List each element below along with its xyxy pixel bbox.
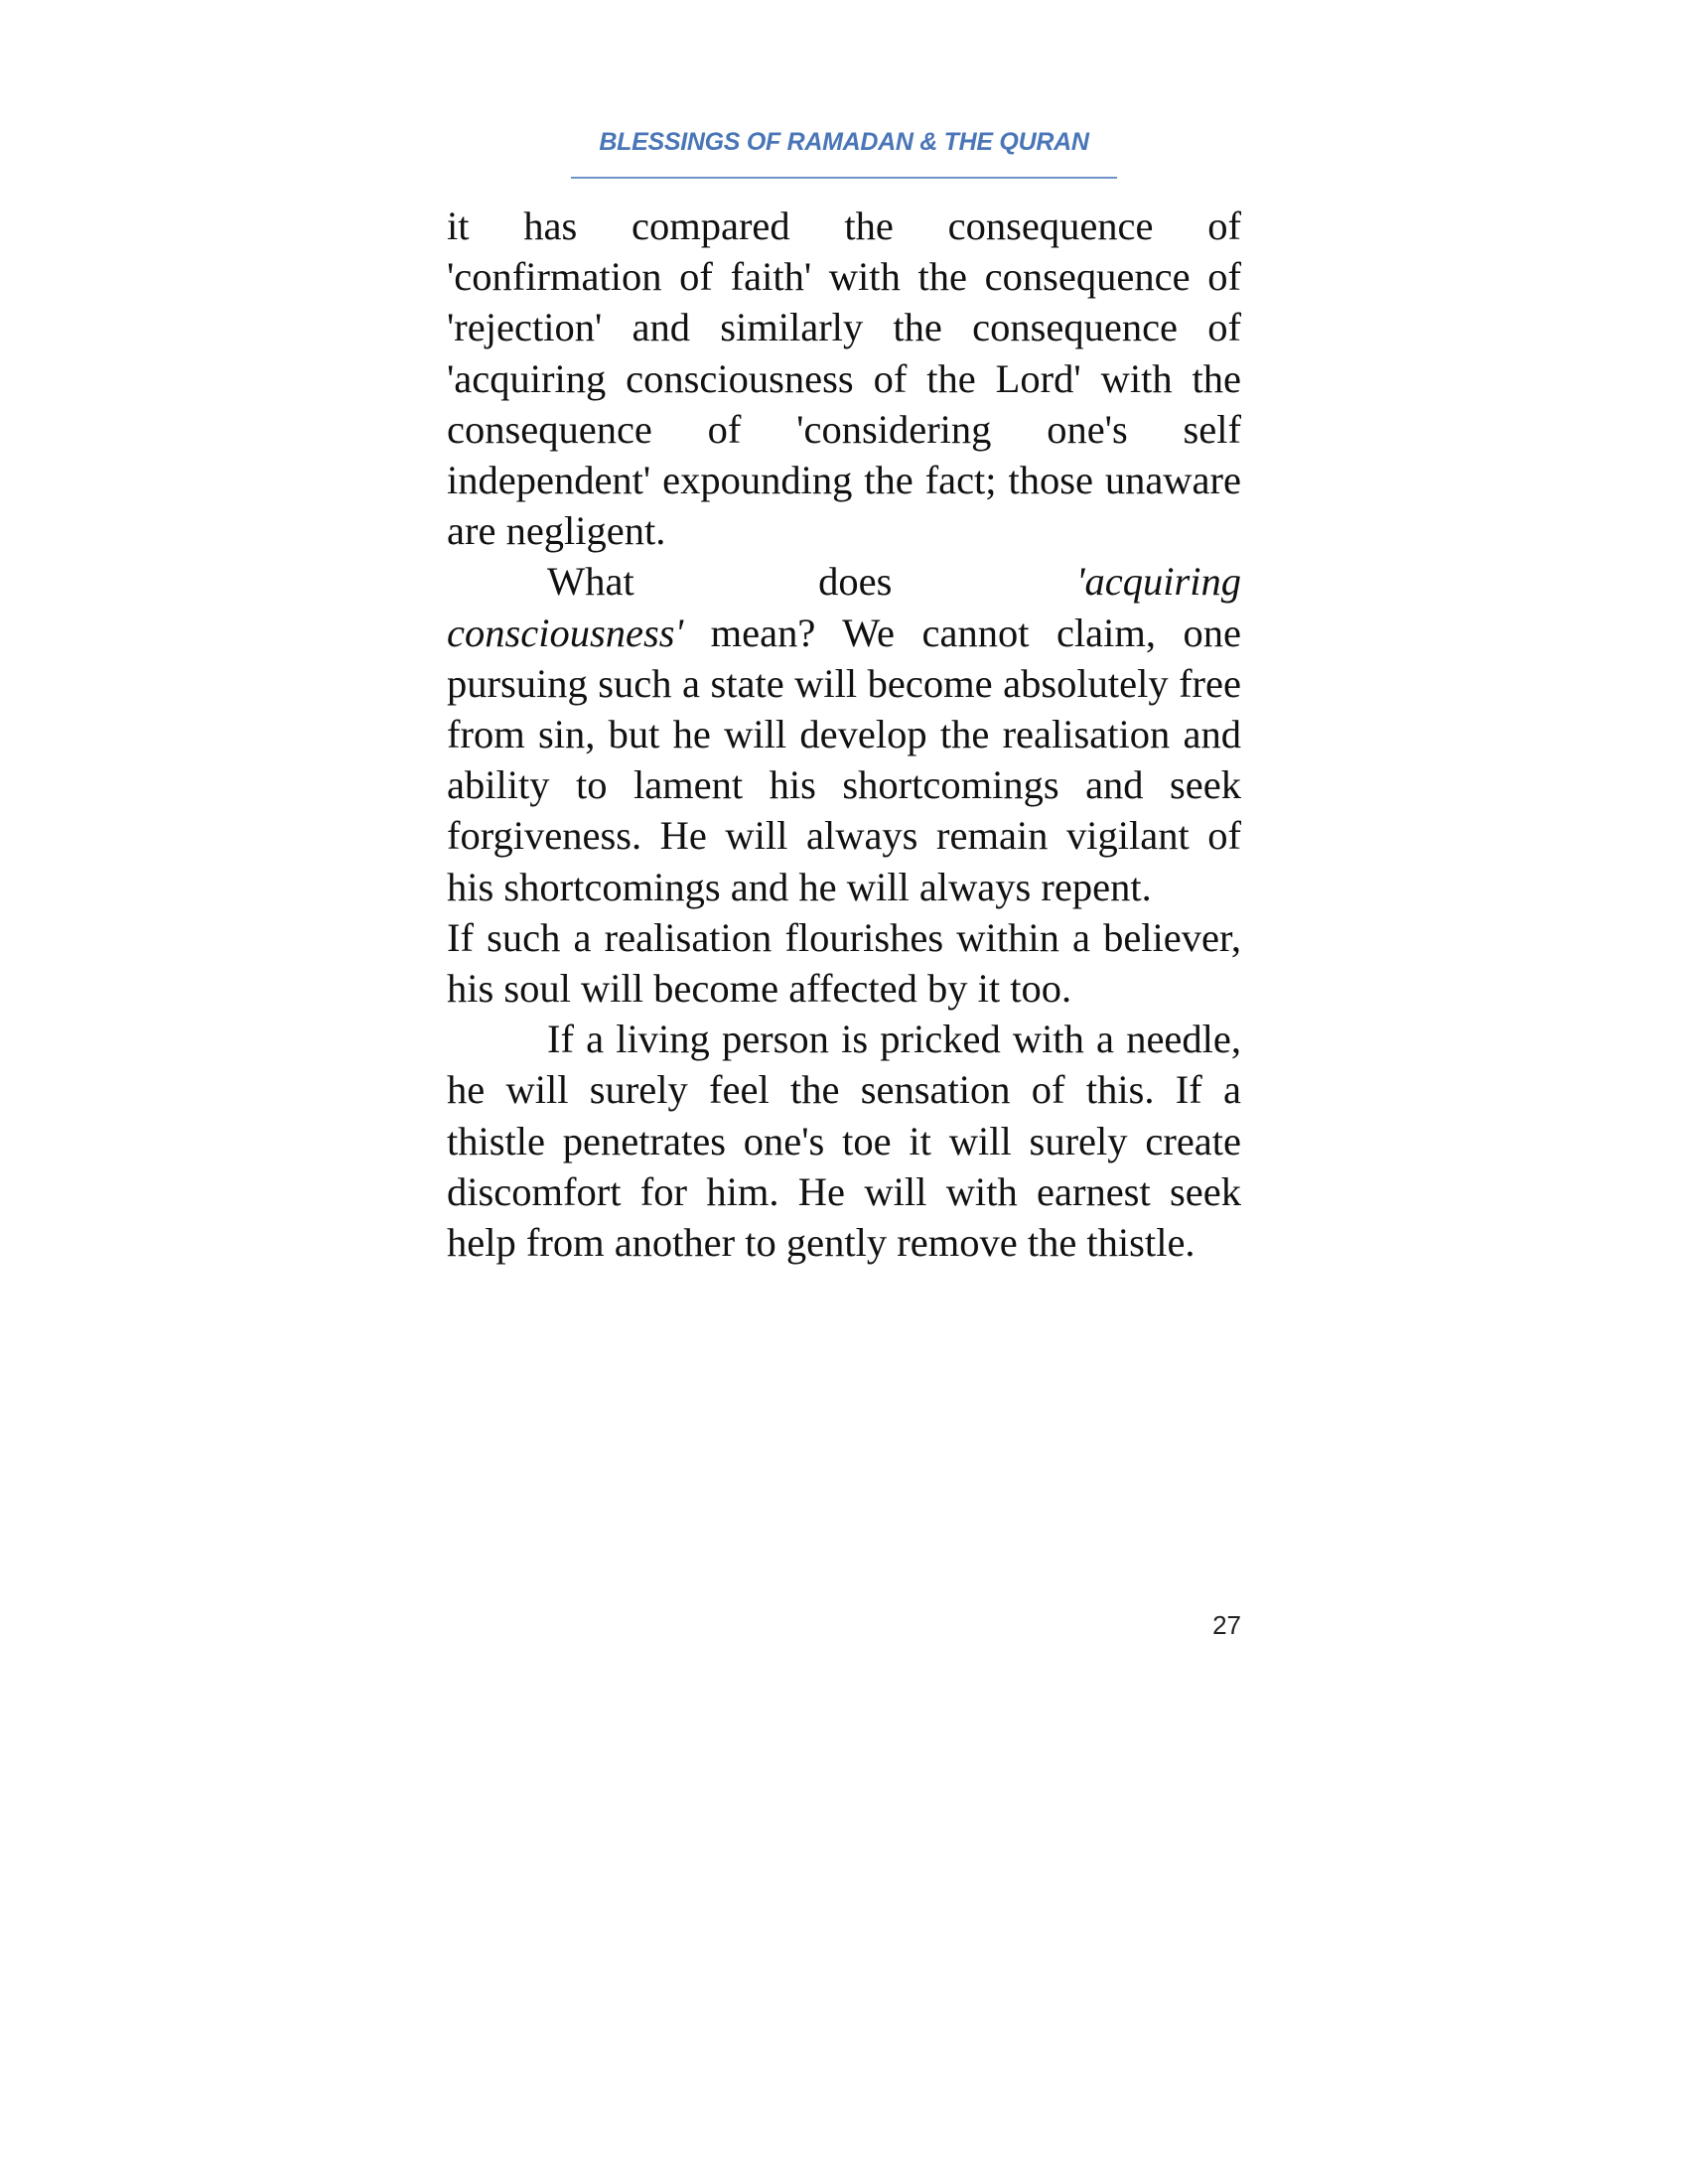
paragraph-2-word-does: does [818, 559, 893, 605]
running-header: BLESSINGS OF RAMADAN & THE QURAN [599, 128, 1089, 156]
paragraph-3: If such a realisation flourishes within a believer, his soul will become affected by it too. [447, 914, 1241, 1012]
header-divider [571, 177, 1117, 179]
paragraph-1: it has compared the consequence of 'confirmation of faith' with the consequence of 'rejection' and similarly the consequence of 'acquiring consciousness of the Lord' with the consequence of 'considering one's self independent' expounding the fact; those unaware are negligent. [447, 204, 1241, 554]
paragraph-2-word-what: What [547, 559, 634, 605]
paragraph-2-first-line [447, 556, 1241, 607]
paragraph-2 [447, 556, 1241, 911]
paragraph-2-continuation: mean? We cannot claim, one pursuing such a state will become absolutely free from sin, but he will develop the realisation and ability to lament his shortcomings and seek forgiveness. He will always remain vigilant of his shortcomings and he will always repent. [447, 610, 1241, 909]
body-text [447, 201, 1241, 1268]
paragraph-2-word-acquiring: 'acquiring [1075, 559, 1241, 605]
page-number: 27 [1212, 1610, 1241, 1640]
paragraph-2-italic-term: consciousness' [447, 610, 684, 655]
paragraph-4: If a living person is pricked with a needle, he will surely feel the sensation of this. If a thistle penetrates one's toe it will surely create discomfort for him. He will with earnest seek help from another to gently remove the thistle. [447, 1017, 1241, 1266]
